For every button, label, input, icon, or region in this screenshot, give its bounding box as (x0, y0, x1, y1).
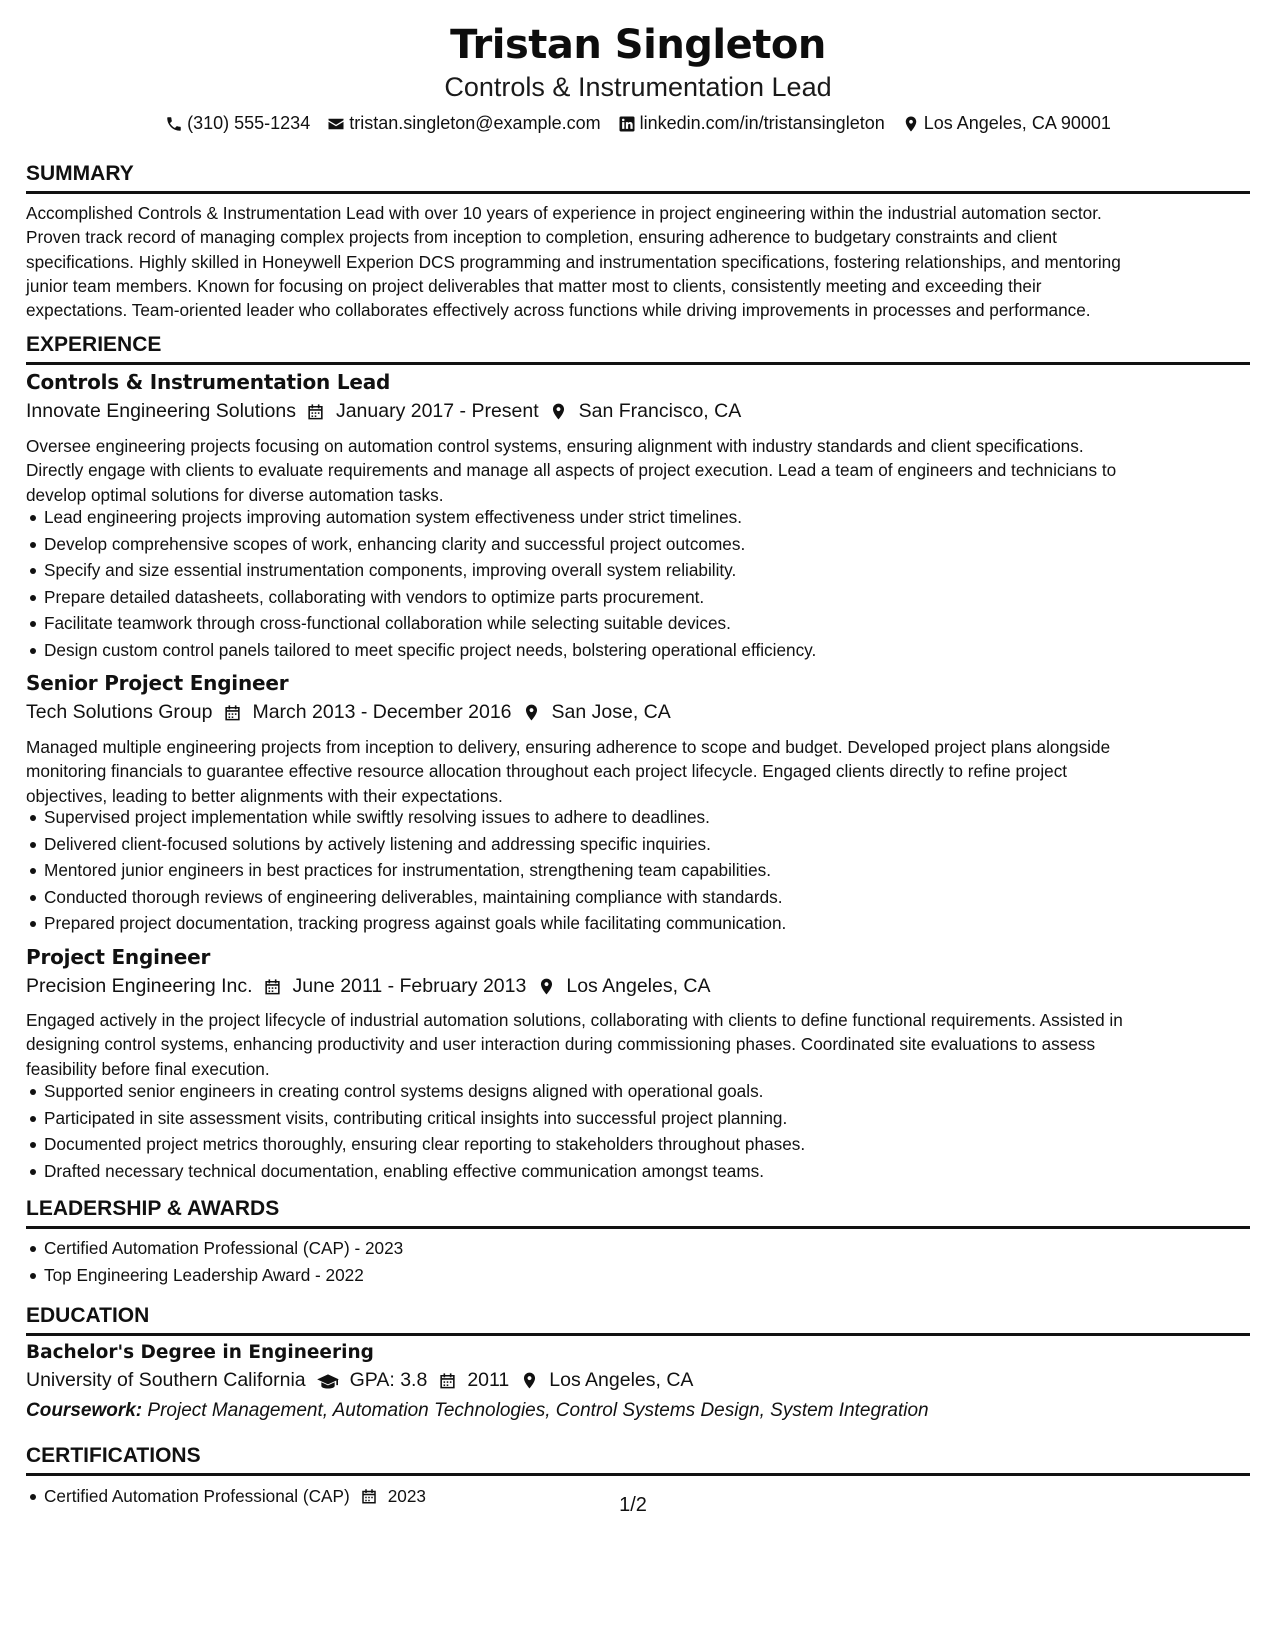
job-bullets (26, 504, 816, 663)
map-pin-icon (902, 115, 920, 133)
job-title: Senior Project Engineer (26, 671, 289, 695)
contact-email[interactable] (327, 113, 600, 134)
job-description-line: Directly engage with clients to evaluate requirements and manage all aspects of project execution. Lead a team of engineers and technicians to (26, 460, 1117, 481)
job-meta (26, 701, 671, 724)
job-description-line: feasibility before final execution. (26, 1058, 270, 1079)
certification-name: Certified Automation Professional (CAP) (44, 1486, 350, 1506)
job-dates: June 2011 - February 2013 (292, 975, 527, 997)
job-description-line: designing control systems, enhancing productivity and user interaction during commissioning phases. Coordinated site evaluations to assess (26, 1034, 1096, 1055)
list-item: Prepare detailed datasheets, collaborating with vendors to optimize parts procurement. (26, 584, 816, 611)
job-description-line: Managed multiple engineering projects from inception to delivery, ensuring adherence to scope and budget. Developed project plans alongside (26, 737, 1111, 757)
job-description (26, 735, 1248, 808)
summary-line: junior team members. Known for focusing on project deliverables that matter most to clients, consistently meeting and exceeding their (26, 275, 1042, 296)
list-item: Specify and size essential instrumentation components, improving overall system reliability. (26, 557, 816, 584)
envelope-icon (327, 115, 345, 133)
coursework-label: Coursework: (26, 1400, 143, 1421)
job-meta (26, 400, 741, 423)
map-pin-icon (536, 977, 556, 997)
list-item: Drafted necessary technical documentation, enabling effective communication amongst teams. (26, 1158, 805, 1185)
phone-icon (165, 115, 183, 133)
phone-text: (310) 555-1234 (187, 113, 311, 133)
job-description-line: objectives, leading to better alignments with their expectations. (26, 785, 503, 806)
list-item: Certified Automation Professional (CAP) - 2023 (26, 1235, 403, 1262)
list-item: Mentored junior engineers in best practices for instrumentation, strengthening team capabilities. (26, 857, 786, 884)
job-title: Controls & Instrumentation Lead (26, 370, 391, 394)
list-item: Top Engineering Leadership Award - 2022 (26, 1262, 403, 1289)
list-item: Lead engineering projects improving automation system effectiveness under strict timelines. (26, 504, 816, 531)
candidate-role: Controls & Instrumentation Lead (444, 72, 832, 102)
email-text: tristan.singleton@example.com (349, 113, 601, 133)
location-text: Los Angeles, CA 90001 (923, 113, 1111, 133)
graduation-cap-icon (316, 1371, 340, 1391)
job-company: Innovate Engineering Solutions (26, 400, 296, 422)
list-item: Supervised project implementation while swiftly resolving issues to adhere to deadlines. (26, 804, 786, 831)
job-location: San Francisco, CA (578, 400, 742, 422)
list-item: Supported senior engineers in creating control systems designs aligned with operational goals. (26, 1078, 805, 1105)
page-number: 1/2 (619, 1494, 647, 1516)
job-location: San Jose, CA (551, 701, 671, 723)
job-description-line: develop optimal solutions for diverse automation tasks. (26, 484, 444, 505)
job-location: Los Angeles, CA (566, 975, 711, 997)
job-meta (26, 975, 711, 998)
certification-year: 2023 (387, 1486, 426, 1506)
education-year: 2011 (467, 1369, 510, 1391)
job-description-line: Engaged actively in the project lifecycle of industrial automation solutions, collaborating with clients to define functional requirements. Assisted in (26, 1010, 1123, 1030)
education-gpa: GPA: 3.8 (349, 1369, 428, 1391)
calendar-icon (437, 1371, 457, 1391)
map-pin-icon (522, 703, 542, 723)
job-company: Tech Solutions Group (26, 701, 213, 723)
section-title-education: EDUCATION (26, 1304, 1250, 1336)
map-pin-icon (519, 1371, 539, 1391)
linkedin-text: linkedin.com/in/tristansingleton (639, 113, 885, 133)
section-title-leadership: LEADERSHIP & AWARDS (26, 1197, 1250, 1229)
list-item: Participated in site assessment visits, contributing critical insights into successful project planning. (26, 1105, 805, 1132)
list-item: Conducted thorough reviews of engineering deliverables, maintaining compliance with standards. (26, 884, 786, 911)
coursework-text: Project Management, Automation Technologies, Control Systems Design, System Integration (147, 1400, 929, 1421)
contact-location (902, 113, 1111, 134)
summary-line: Accomplished Controls & Instrumentation Lead with over 10 years of experience in project engineering within the industrial automation sector. (26, 203, 1102, 223)
education-degree: Bachelor's Degree in Engineering (26, 1342, 374, 1363)
list-item: Prepared project documentation, tracking progress against goals while facilitating communication. (26, 910, 786, 937)
list-item: Develop comprehensive scopes of work, enhancing clarity and successful project outcomes. (26, 531, 816, 558)
job-description (26, 1008, 1248, 1081)
section-title-summary: SUMMARY (26, 162, 1250, 194)
list-item: Documented project metrics thoroughly, ensuring clear reporting to stakeholders throughout phases. (26, 1131, 805, 1158)
leadership-list (26, 1235, 403, 1288)
job-bullets (26, 804, 786, 937)
calendar-icon (222, 703, 242, 723)
contact-row (26, 113, 1250, 134)
job-company: Precision Engineering Inc. (26, 975, 253, 997)
job-title: Project Engineer (26, 945, 211, 969)
summary-line: expectations. Team-oriented leader who collaborates effectively across functions while driving improvements in processes and performance. (26, 300, 1091, 321)
job-bullets (26, 1078, 805, 1184)
job-description-line: Oversee engineering projects focusing on automation control systems, ensuring alignment with industry standards and client specifications. (26, 436, 1084, 456)
list-item: Design custom control panels tailored to meet specific project needs, bolstering operational efficiency. (26, 637, 816, 664)
contact-phone[interactable] (165, 113, 310, 134)
calendar-icon (263, 977, 283, 997)
education-coursework (26, 1400, 929, 1422)
contact-linkedin[interactable] (618, 113, 885, 134)
education-location: Los Angeles, CA (549, 1369, 694, 1391)
list-item: Delivered client-focused solutions by actively listening and addressing specific inquiries. (26, 831, 786, 858)
job-dates: January 2017 - Present (335, 400, 539, 422)
job-dates: March 2013 - December 2016 (252, 701, 512, 723)
education-meta (26, 1369, 693, 1392)
section-title-experience: EXPERIENCE (26, 333, 1250, 365)
linkedin-icon (618, 115, 636, 133)
summary-text (26, 201, 1248, 322)
summary-line: specifications. Highly skilled in Honeywell Experion DCS programming and instrumentation specifications, fostering relationships, and mentoring (26, 251, 1121, 272)
section-title-certifications: CERTIFICATIONS (26, 1444, 1250, 1476)
map-pin-icon (549, 402, 569, 422)
summary-line: Proven track record of managing complex projects from inception to completion, ensuring adherence to budgetary constraints and client (26, 227, 1057, 248)
calendar-icon (306, 402, 326, 422)
candidate-name: Tristan Singleton (450, 22, 826, 68)
job-description-line: monitoring financials to guarantee effective resource allocation throughout each project lifecycle. Engaged clients directly to refine project (26, 761, 1068, 782)
education-school: University of Southern California (26, 1369, 306, 1391)
job-description (26, 434, 1248, 507)
list-item: Facilitate teamwork through cross-functional collaboration while selecting suitable devices. (26, 610, 816, 637)
